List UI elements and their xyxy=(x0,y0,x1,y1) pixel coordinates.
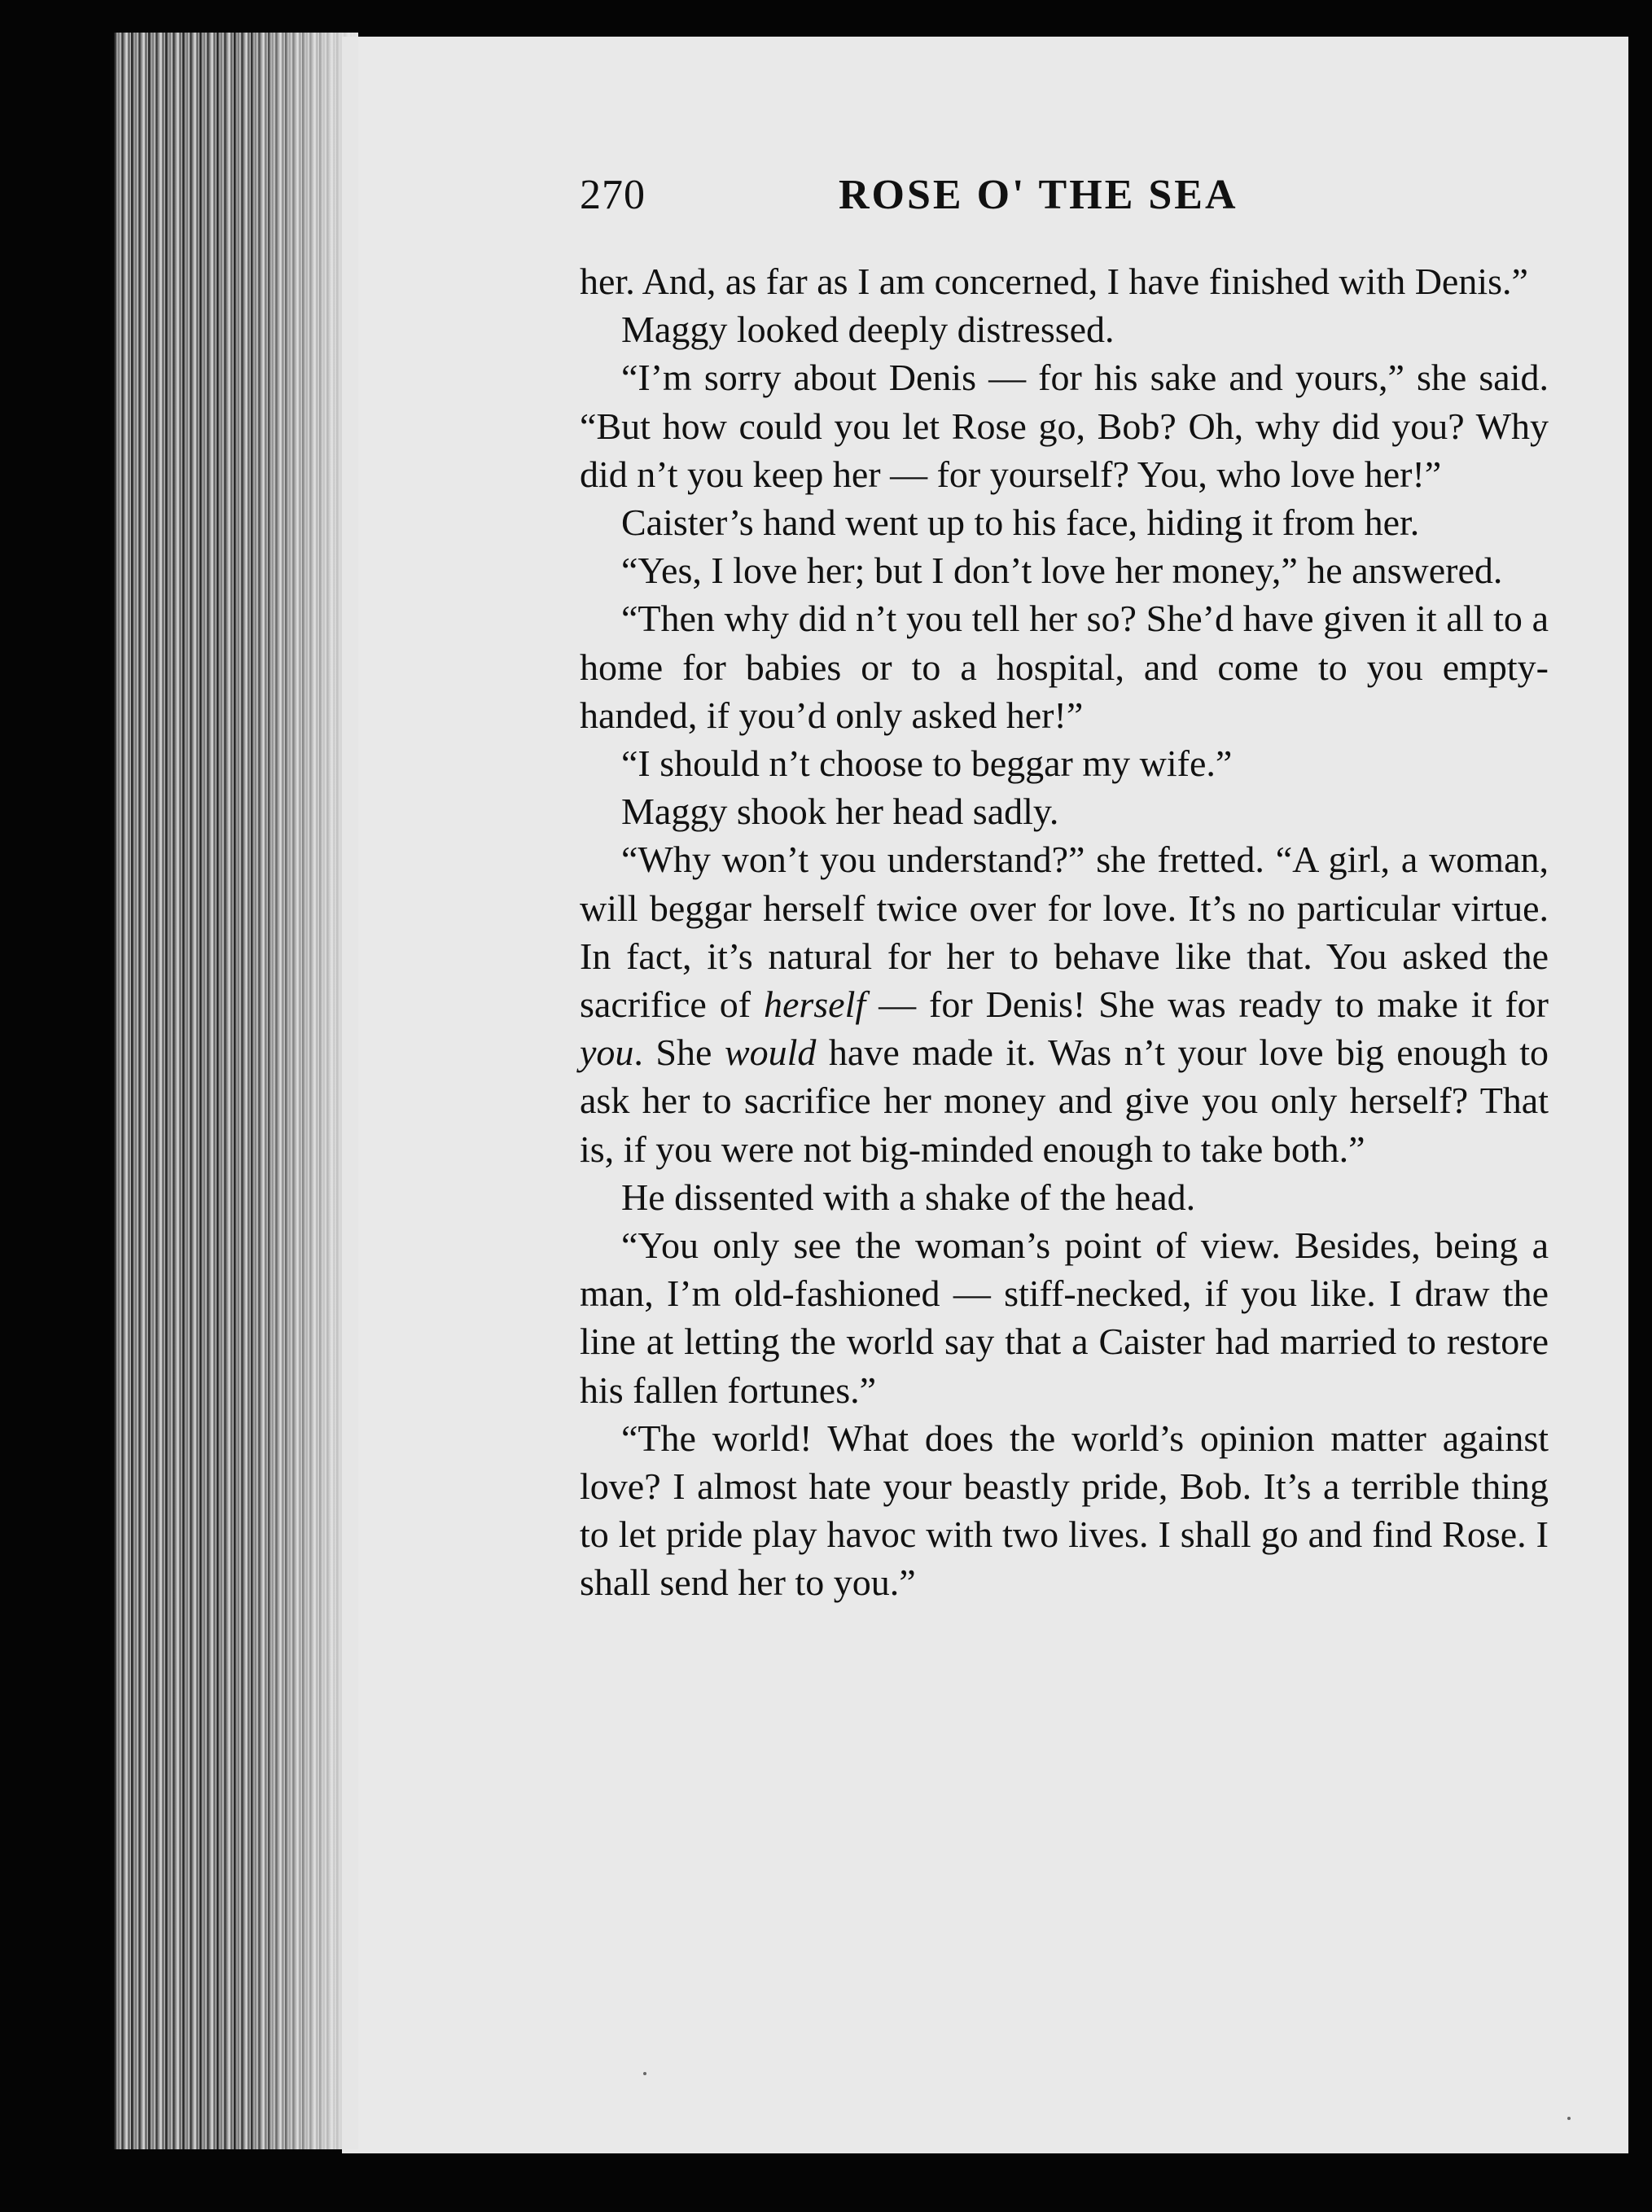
italic-emphasis: herself xyxy=(763,983,866,1026)
paragraph xyxy=(580,546,1549,594)
paragraph-text: her. And, as far as I am concerned, I have finished with Denis.” xyxy=(580,261,1528,302)
paragraph xyxy=(580,257,1549,305)
running-head: ROSE O' THE SEA xyxy=(839,172,1238,218)
body-text xyxy=(580,257,1549,1607)
paragraph-text: “Then why did n’t you tell her so? She’d have given it all to a home for babies or to a hospital, and come to you empty-handed, if you’d only asked her!” xyxy=(580,598,1549,736)
paragraph xyxy=(580,739,1549,787)
paragraph-text: Maggy looked deeply distressed. xyxy=(621,309,1115,351)
italic-emphasis: would xyxy=(724,1032,817,1074)
page-gutter-fade xyxy=(244,33,358,2149)
paragraph-text: . She xyxy=(633,1032,725,1074)
paragraph-text: have made it. Was n’t your love big enough to ask her to sacrifice her money and give you only herself? That is, if you were not big-minded enough to take both.” xyxy=(580,1032,1549,1170)
paragraph-text: “You only see the woman’s point of view. Besides, being a man, I’m old-fashioned — stiff-necked, if you like. I draw the line at letting the world say that a Caister had married to restore his fallen fortunes.” xyxy=(580,1224,1549,1411)
italic-emphasis: you xyxy=(580,1032,634,1074)
paragraph xyxy=(580,787,1549,835)
page-number: 270 xyxy=(580,172,646,218)
paragraph-text: — for Denis! She was ready to make it for xyxy=(865,983,1549,1026)
paragraph-text: He dissented with a shake of the head. xyxy=(621,1176,1196,1218)
paragraph xyxy=(580,594,1549,739)
paragraph-text: “I should n’t choose to beggar my wife.” xyxy=(621,742,1233,785)
paragraph xyxy=(580,835,1549,1172)
dust-speck xyxy=(643,2072,646,2075)
paragraph xyxy=(580,1173,1549,1221)
paragraph-text: “The world! What does the world’s opinion matter against love? I almost hate your beastly pride, Bob. It’s a terrible thing to let pride play havoc with two lives. I shall go and find Rose. I shall send her to you.” xyxy=(580,1417,1549,1604)
paragraph-text: “Why won’t you understand?” she fretted. “A girl, a woman, will beggar herself twice over for love. It’s no particular virtue. In fact, it’s natural for her to behave like that. You asked the sacrifice of xyxy=(580,839,1549,1026)
dust-speck xyxy=(1567,2117,1571,2120)
paragraph-text: Maggy shook her head sadly. xyxy=(621,791,1059,833)
paragraph-text: “I’m sorry about Denis — for his sake and yours,” she said. “But how could you let Rose go, Bob? Oh, why did you? Why did n’t you keep her — for yourself? You, who love her!” xyxy=(580,357,1549,495)
paragraph xyxy=(580,498,1549,546)
paragraph xyxy=(580,353,1549,498)
paragraph xyxy=(580,1414,1549,1607)
paragraph xyxy=(580,305,1549,353)
paragraph-text: “Yes, I love her; but I don’t love her money,” he answered. xyxy=(621,550,1503,592)
paragraph-text: Caister’s hand went up to his face, hiding it from her. xyxy=(621,502,1420,544)
paragraph xyxy=(580,1221,1549,1414)
page-header xyxy=(580,171,1557,228)
